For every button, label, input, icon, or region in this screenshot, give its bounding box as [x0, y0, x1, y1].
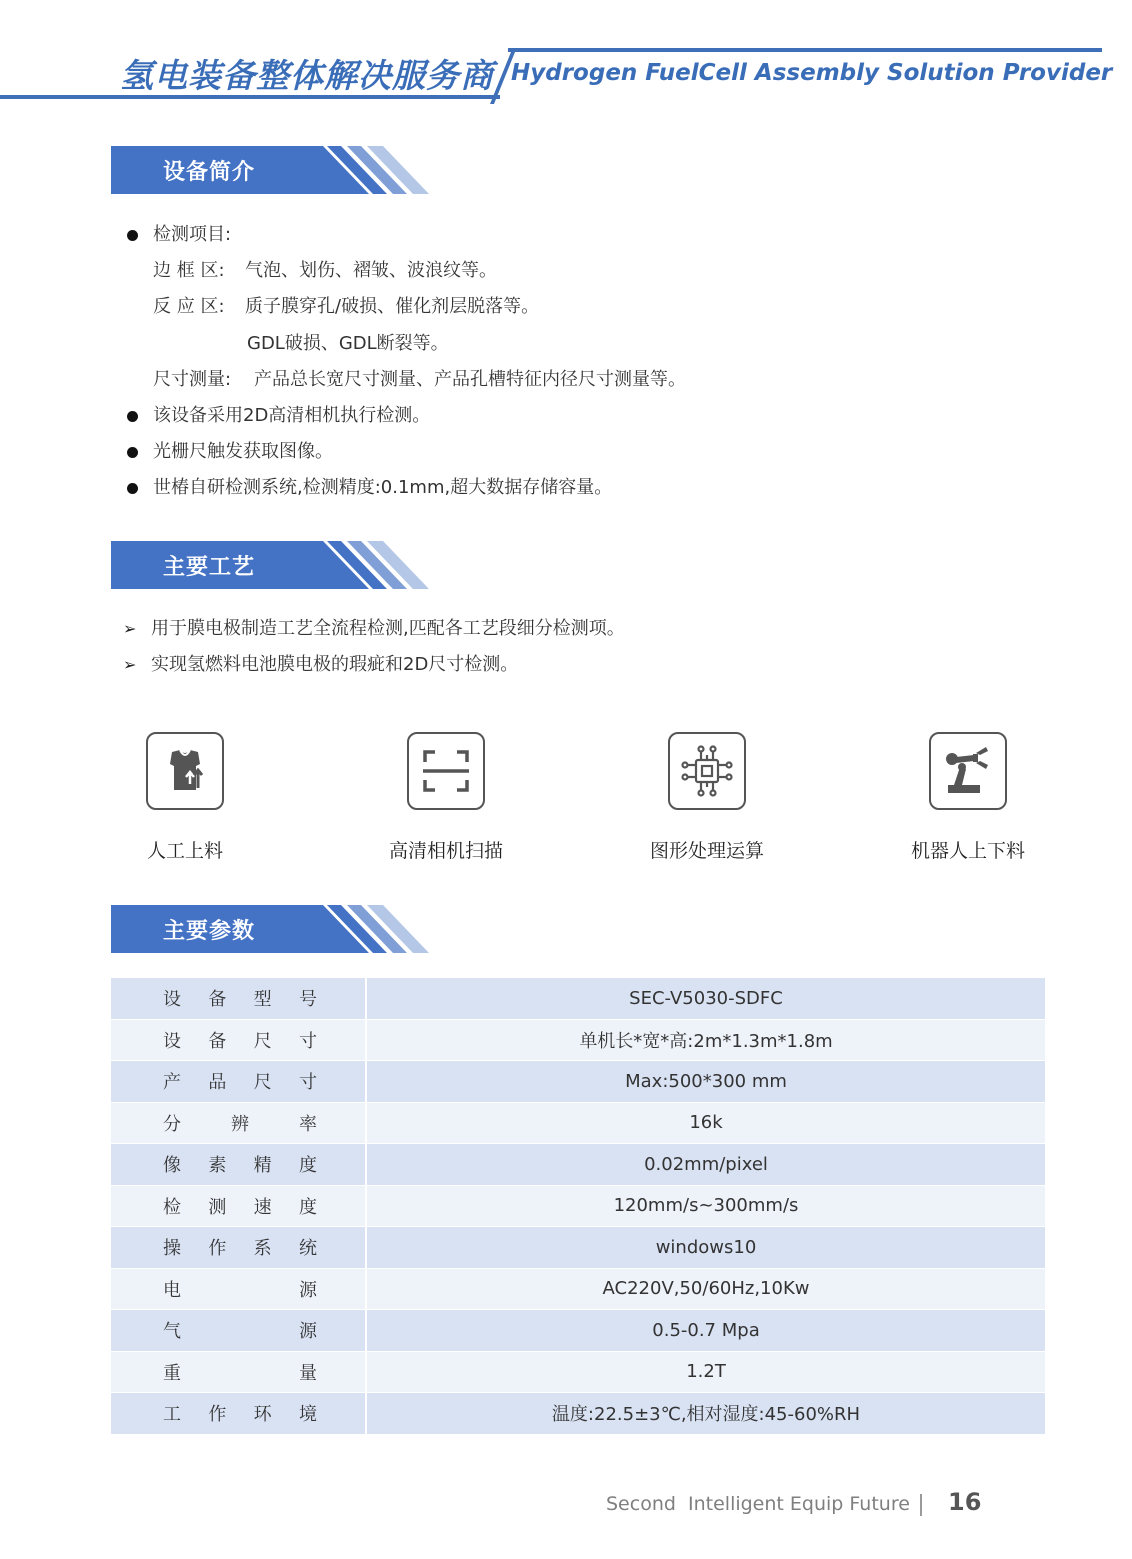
- param-value-cell: windows10: [366, 1227, 1045, 1269]
- table-row: [111, 1310, 1045, 1352]
- param-name-char: 率: [299, 1113, 317, 1135]
- param-name-char: 素: [208, 1155, 227, 1177]
- param-name-char: 量: [299, 1362, 317, 1384]
- param-value-cell: 16k: [366, 1102, 1045, 1144]
- footer-divider: [920, 1494, 922, 1516]
- param-name-char: 设: [163, 989, 181, 1011]
- param-name-char: 设: [163, 1030, 181, 1052]
- param-name-char: 尺: [253, 1030, 272, 1052]
- bullet-dot-icon: [127, 447, 138, 458]
- param-name-char: 品: [208, 1072, 227, 1094]
- table-row: [111, 1268, 1045, 1310]
- param-name-char: 寸: [298, 1030, 317, 1052]
- feature-label: 高清相机扫描: [388, 840, 503, 862]
- param-value-cell: SEC-V5030-SDFC: [366, 978, 1045, 1019]
- page-number: 16: [948, 1488, 982, 1516]
- section-banner-process: [111, 541, 431, 589]
- section-title: 主要工艺: [163, 555, 256, 580]
- table-row: [111, 1061, 1045, 1103]
- header-title-cn: 氢电装备整体解决服务商: [120, 56, 494, 95]
- param-name-char: 度: [298, 1196, 317, 1218]
- param-name-char: 辨: [231, 1113, 249, 1135]
- table-row: [111, 1102, 1045, 1144]
- param-name-cell: [111, 1144, 366, 1186]
- feature-image-processing: [617, 732, 797, 863]
- param-name-cell: [111, 1393, 366, 1435]
- param-name-char: 尺: [253, 1072, 272, 1094]
- param-name-cell: [111, 1227, 366, 1269]
- param-value-cell: 单机长*宽*高:2m*1.3m*1.8m: [366, 1019, 1045, 1061]
- bullet-dot-icon: [127, 483, 138, 494]
- param-name-char: 气: [163, 1321, 181, 1343]
- param-name-char: 度: [298, 1155, 317, 1177]
- param-name-char: 源: [299, 1321, 317, 1343]
- param-name-char: 工: [163, 1404, 181, 1426]
- footer-slogan: Second Intelligent Equip Future: [606, 1493, 910, 1515]
- arrow-bullet-icon: ➢: [123, 619, 137, 638]
- header-title-en: Hydrogen FuelCell Assembly Solution Provider: [511, 60, 1113, 86]
- param-value-cell: 1.2T: [366, 1351, 1045, 1393]
- banner-stripes-icon: [111, 146, 429, 194]
- param-name-cell: [111, 1268, 366, 1310]
- param-name-cell: [111, 1019, 366, 1061]
- param-name-char: 境: [298, 1404, 317, 1426]
- table-row: [111, 1351, 1045, 1393]
- feature-manual-loading: [95, 732, 275, 863]
- robot-arm-icon: [929, 732, 1007, 810]
- table-row: [111, 1144, 1045, 1186]
- table-row: [111, 1393, 1045, 1435]
- table-row: [111, 978, 1045, 1019]
- param-name-char: 重: [163, 1362, 181, 1384]
- feature-camera-scan: [356, 732, 536, 863]
- param-name-char: 检: [163, 1196, 181, 1218]
- param-name-cell: [111, 1185, 366, 1227]
- param-name-char: 源: [299, 1279, 317, 1301]
- section-banner-params: [111, 905, 431, 953]
- bullet-dot-icon: [127, 230, 138, 241]
- bullet-dot-icon: [127, 411, 138, 422]
- param-name-cell: [111, 1061, 366, 1103]
- param-value-cell: 温度:22.5±3℃,相对湿度:45-60%RH: [366, 1393, 1045, 1435]
- param-name-char: 系: [253, 1238, 272, 1260]
- param-value-cell: 0.5-0.7 Mpa: [366, 1310, 1045, 1352]
- banner-stripes-icon: [111, 541, 429, 589]
- param-name-char: 型: [253, 989, 272, 1011]
- params-table: [111, 978, 1045, 1435]
- param-value-cell: 120mm/s~300mm/s: [366, 1185, 1045, 1227]
- param-name-char: 号: [298, 989, 317, 1011]
- param-name-cell: [111, 978, 366, 1019]
- feature-robot-loading: [878, 732, 1058, 863]
- param-value-cell: AC220V,50/60Hz,10Kw: [366, 1268, 1045, 1310]
- section-title: 主要参数: [163, 919, 256, 944]
- feature-label: 人工上料: [146, 840, 223, 862]
- param-name-char: 电: [163, 1279, 181, 1301]
- scan-icon: [407, 732, 485, 810]
- param-name-char: 作: [208, 1404, 227, 1426]
- param-name-char: 备: [208, 1030, 227, 1052]
- table-row: [111, 1227, 1045, 1269]
- param-name-cell: [111, 1351, 366, 1393]
- param-name-char: 作: [208, 1238, 227, 1260]
- param-name-char: 速: [253, 1196, 272, 1218]
- param-name-char: 分: [163, 1113, 181, 1135]
- param-name-cell: [111, 1102, 366, 1144]
- param-name-char: 统: [298, 1238, 317, 1260]
- param-value-cell: 0.02mm/pixel: [366, 1144, 1045, 1186]
- table-row: [111, 1019, 1045, 1061]
- param-name-char: 环: [253, 1404, 272, 1426]
- param-name-char: 精: [253, 1155, 272, 1177]
- param-value-cell: Max:500*300 mm: [366, 1061, 1045, 1103]
- param-name-char: 操: [163, 1238, 181, 1260]
- banner-stripes-icon: [111, 905, 429, 953]
- manual-loading-icon: [146, 732, 224, 810]
- param-name-cell: [111, 1310, 366, 1352]
- section-banner-intro: [111, 146, 431, 194]
- chip-icon: [668, 732, 746, 810]
- param-name-char: 产: [163, 1072, 181, 1094]
- header-rule-right: [508, 48, 1102, 52]
- feature-label: 机器人上下料: [910, 840, 1025, 862]
- param-name-char: 测: [208, 1196, 227, 1218]
- feature-label: 图形处理运算: [649, 840, 764, 862]
- param-name-char: 备: [208, 989, 227, 1011]
- arrow-bullet-icon: ➢: [123, 655, 137, 674]
- param-name-char: 寸: [298, 1072, 317, 1094]
- param-name-char: 像: [163, 1155, 181, 1177]
- section-title: 设备简介: [163, 160, 256, 185]
- table-row: [111, 1185, 1045, 1227]
